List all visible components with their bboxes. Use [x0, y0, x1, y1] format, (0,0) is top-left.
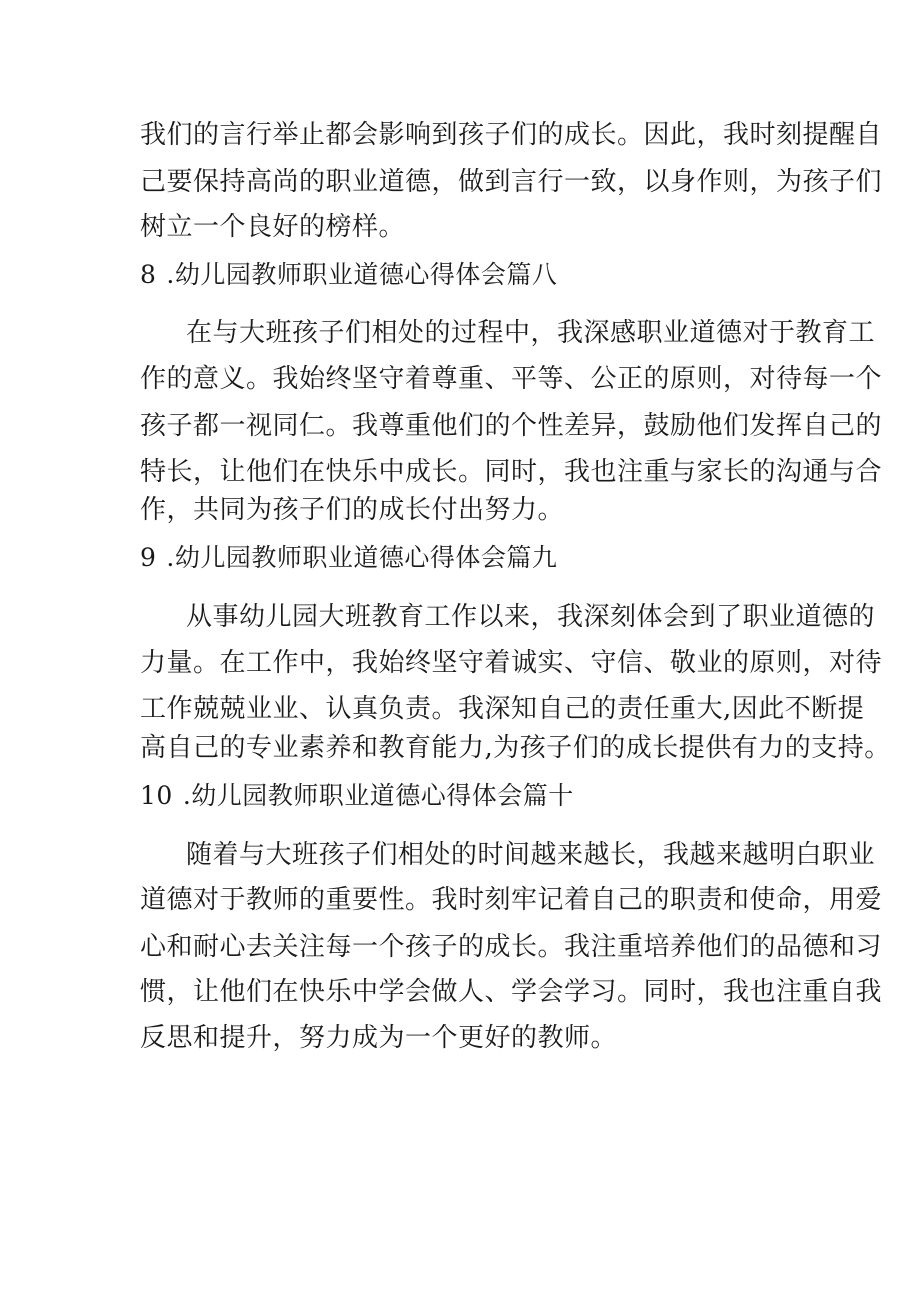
paragraph-line: 反思和提升，努力成为一个更好的教师。 — [140, 1023, 618, 1053]
paragraph-line: 我们的言行举止都会影响到孩子们的成长。因此，我时刻提醒自 — [140, 120, 883, 150]
section-number: 9 — [140, 543, 157, 572]
section-number: 8 — [140, 260, 157, 289]
section-title: .幼儿园教师职业道德心得体会篇九 — [166, 543, 558, 572]
paragraph-line: 在与大班孩子们相处的过程中，我深感职业道德对于教育工 — [186, 318, 876, 348]
paragraph-line: 随着与大班孩子们相处的时间越来越长，我越来越明白职业 — [186, 840, 876, 870]
section-heading-9 — [140, 541, 790, 575]
paragraph-line: 道德对于教师的重要性。我时刻牢记着自己的职责和使命，用爱 — [140, 885, 883, 915]
paragraph-line: 力量。在工作中，我始终坚守着诚实、守信、敬业的原则，对待 — [140, 648, 883, 678]
paragraph-line: 己要保持高尚的职业道德，做到言行一致，以身作则，为孩子们 — [140, 167, 883, 197]
paragraph-line: 高自己的专业素养和教育能力,为孩子们的成长提供有力的支持。 — [140, 733, 891, 763]
paragraph-line: 惯，让他们在快乐中学会做人、学会学习。同时，我也注重自我 — [140, 977, 883, 1007]
section-heading-8 — [140, 258, 790, 292]
section-title: .幼儿园教师职业道德心得体会篇十 — [182, 781, 574, 810]
paragraph-line: 心和耐心去关注每一个孩子的成长。我注重培养他们的品德和习 — [140, 932, 883, 962]
section-number: 10 — [140, 781, 173, 810]
paragraph-line: 树立一个良好的榜样。 — [140, 212, 406, 242]
paragraph-line: 从事幼儿园大班教育工作以来，我深刻体会到了职业道德的 — [186, 602, 876, 632]
paragraph-line: 工作兢兢业业、认真负责。我深知自己的责任重大,因此不断提 — [140, 694, 865, 724]
paragraph-line: 作的意义。我始终坚守着尊重、平等、公正的原则，对待每一个 — [140, 364, 883, 394]
paragraph-line: 孩子都一视同仁。我尊重他们的个性差异，鼓励他们发挥自己的 — [140, 411, 883, 441]
section-title: .幼儿园教师职业道德心得体会篇八 — [166, 260, 558, 289]
paragraph-line: 作，共同为孩子们的成长付出努力。 — [140, 495, 565, 525]
section-heading-10 — [140, 779, 790, 813]
paragraph-line: 特长，让他们在快乐中成长。同时，我也注重与家长的沟通与合 — [140, 457, 883, 487]
